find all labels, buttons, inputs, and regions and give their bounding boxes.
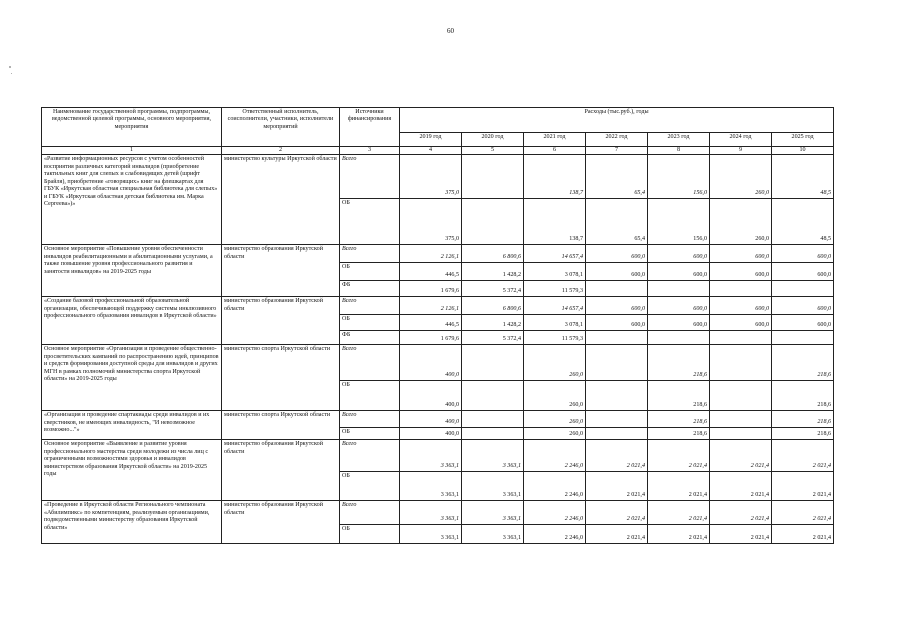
expense-value xyxy=(462,381,524,411)
header-year: 2021 год xyxy=(524,133,586,147)
expense-value: 218,6 xyxy=(772,381,834,411)
expense-value: 260,0 xyxy=(710,199,772,245)
expense-value: 48,5 xyxy=(772,155,834,199)
expense-value xyxy=(586,331,648,345)
measure-name: «Организация и проведение спартакиады среди инвалидов и их сверстников, не имеющих инвалидность, "И невозможное возможно..."» xyxy=(42,411,222,440)
expense-value: 14 657,4 xyxy=(524,245,586,263)
expense-value xyxy=(462,345,524,381)
expense-value: 600,0 xyxy=(710,245,772,263)
expense-value: 218,6 xyxy=(648,345,710,381)
expense-value: 600,0 xyxy=(772,297,834,315)
executor: министерство образования Иркутской области xyxy=(222,440,340,501)
expense-value xyxy=(462,199,524,245)
expense-value: 156,0 xyxy=(648,155,710,199)
expense-value xyxy=(648,331,710,345)
measure-name: «Создание базовой профессиональной образовательной организации, обеспечивающей поддержку системы инклюзивного профессионального образования инвалидов в Иркутской области» xyxy=(42,297,222,345)
funding-source: Всего xyxy=(340,155,400,199)
expense-value: 600,0 xyxy=(586,245,648,263)
column-number: 2 xyxy=(222,147,340,155)
expense-value: 2 246,0 xyxy=(524,440,586,472)
expense-value: 1 679,6 xyxy=(400,331,462,345)
funding-source: Всего xyxy=(340,440,400,472)
expense-value: 600,0 xyxy=(772,315,834,331)
table-row xyxy=(42,245,834,263)
expense-value xyxy=(772,331,834,345)
expense-value: 2 021,4 xyxy=(772,525,834,544)
expense-value: 600,0 xyxy=(772,245,834,263)
expense-value xyxy=(772,281,834,297)
expense-value: 3 363,1 xyxy=(462,472,524,501)
expense-value: 375,0 xyxy=(400,155,462,199)
measure-name: Основное мероприятие «Повышение уровня обеспеченности инвалидов реабилитационными и абилитационными услугами, а также повышение уровня профессионального развития и занятости инвалидов» на 2019-2025 годы xyxy=(42,245,222,297)
executor: министерство образования Иркутской области xyxy=(222,245,340,297)
expense-value: 2 021,4 xyxy=(586,440,648,472)
expense-value: 2 021,4 xyxy=(648,440,710,472)
expense-value: 600,0 xyxy=(648,263,710,281)
expense-value: 260,0 xyxy=(524,345,586,381)
expense-value xyxy=(586,428,648,440)
column-number: 1 xyxy=(42,147,222,155)
expense-value: 400,0 xyxy=(400,411,462,428)
expense-value: 1 428,2 xyxy=(462,315,524,331)
expense-value xyxy=(586,281,648,297)
expense-value: 3 363,1 xyxy=(462,525,524,544)
funding-source: Всего xyxy=(340,501,400,525)
funding-source: ОБ xyxy=(340,472,400,501)
expense-value: 2 021,4 xyxy=(648,501,710,525)
funding-source: ОБ xyxy=(340,428,400,440)
funding-source: ОБ xyxy=(340,381,400,411)
expense-value xyxy=(710,331,772,345)
expense-value: 2 126,1 xyxy=(400,297,462,315)
expense-value: 1 679,6 xyxy=(400,281,462,297)
expense-value: 218,6 xyxy=(772,411,834,428)
expense-value xyxy=(710,345,772,381)
expense-value: 11 579,3 xyxy=(524,331,586,345)
expense-value: 5 372,4 xyxy=(462,281,524,297)
expense-value: 600,0 xyxy=(586,297,648,315)
expense-value: 3 363,1 xyxy=(400,501,462,525)
expense-value: 3 078,1 xyxy=(524,263,586,281)
column-number: 4 xyxy=(400,147,462,155)
expense-value: 600,0 xyxy=(648,297,710,315)
expense-value: 260,0 xyxy=(524,428,586,440)
executor: министерство образования Иркутской области xyxy=(222,297,340,345)
expense-value: 1 428,2 xyxy=(462,263,524,281)
expense-value: 600,0 xyxy=(772,263,834,281)
expense-value: 600,0 xyxy=(710,297,772,315)
expense-value: 2 021,4 xyxy=(586,501,648,525)
table-row xyxy=(42,501,834,525)
measure-name: Основное мероприятие «Организация и проведение общественно-просветительских кампаний по распространению идей, принципов и средств формирования доступной среды для инвалидов и других МГН в рамках полномочий министерства спорта Иркутской области» на 2019-2025 годы xyxy=(42,345,222,411)
expense-value: 260,0 xyxy=(524,411,586,428)
expense-value xyxy=(586,411,648,428)
expense-value: 2 246,0 xyxy=(524,525,586,544)
expense-value: 3 363,1 xyxy=(462,501,524,525)
expense-value: 218,6 xyxy=(772,428,834,440)
expense-value xyxy=(462,428,524,440)
column-number: 10 xyxy=(772,147,834,155)
expense-value: 3 363,1 xyxy=(462,440,524,472)
measure-name: Основное мероприятие «Выявление и развитие уровня профессионального мастерства среди молодежи из числа лиц с ограниченными возможностями здоровья и инвалидов министерством образования Иркутской области» на 2019-2025 годы xyxy=(42,440,222,501)
column-number: 6 xyxy=(524,147,586,155)
expense-value xyxy=(462,155,524,199)
expense-value: 6 800,6 xyxy=(462,245,524,263)
header-source: Источники финансирования xyxy=(340,108,400,147)
expense-value: 600,0 xyxy=(710,263,772,281)
expense-value: 2 021,4 xyxy=(648,472,710,501)
table-row xyxy=(42,440,834,472)
expense-value: 3 363,1 xyxy=(400,525,462,544)
expense-value: 2 021,4 xyxy=(772,501,834,525)
expense-value: 2 021,4 xyxy=(710,472,772,501)
expense-value: 600,0 xyxy=(586,263,648,281)
scan-speck xyxy=(9,66,11,68)
expense-value: 600,0 xyxy=(648,315,710,331)
budget-table xyxy=(41,107,834,544)
expense-value: 2 021,4 xyxy=(586,525,648,544)
expense-value xyxy=(710,381,772,411)
expense-value: 218,6 xyxy=(772,345,834,381)
expense-value: 260,0 xyxy=(524,381,586,411)
expense-value: 3 078,1 xyxy=(524,315,586,331)
executor: министерство культуры Иркутской области xyxy=(222,155,340,245)
table-row xyxy=(42,411,834,428)
expense-value xyxy=(586,345,648,381)
expense-value: 218,6 xyxy=(648,381,710,411)
executor: министерство образования Иркутской области xyxy=(222,501,340,544)
expense-value: 375,0 xyxy=(400,199,462,245)
funding-source: ФБ xyxy=(340,331,400,345)
column-number: 3 xyxy=(340,147,400,155)
table-row xyxy=(42,297,834,315)
expense-value: 446,5 xyxy=(400,263,462,281)
expense-value: 600,0 xyxy=(586,315,648,331)
header-year: 2019 год xyxy=(400,133,462,147)
header-expenses: Расходы (тыс.руб.), годы xyxy=(400,108,834,133)
table-row xyxy=(42,345,834,381)
expense-value: 65,4 xyxy=(586,199,648,245)
header-year: 2024 год xyxy=(710,133,772,147)
expense-value xyxy=(462,411,524,428)
expense-value: 2 021,4 xyxy=(710,525,772,544)
expense-value: 138,7 xyxy=(524,199,586,245)
table-row xyxy=(42,155,834,199)
expense-value: 48,5 xyxy=(772,199,834,245)
header-year: 2020 год xyxy=(462,133,524,147)
funding-source: Всего xyxy=(340,345,400,381)
expense-value: 2 126,1 xyxy=(400,245,462,263)
expense-value xyxy=(586,381,648,411)
page-number: 60 xyxy=(447,27,454,35)
measure-name: «Развитие информационных ресурсов с учетом особенностей восприятия различных категорий инвалидов (приобретение тактильных книг для слепых и слабовидящих детей (шрифт Брайля), приобретение «говорящих» книг на флешкартах для ГБУК «Иркутская областная специальная библиотека для слепых» и ГБУК «Иркутская областная детская библиотека им. Марка Сергеева»)» xyxy=(42,155,222,245)
header-year: 2022 год xyxy=(586,133,648,147)
expense-value: 2 021,4 xyxy=(710,440,772,472)
expense-value xyxy=(710,428,772,440)
expense-value: 5 372,4 xyxy=(462,331,524,345)
executor: министерство спорта Иркутской области xyxy=(222,411,340,440)
funding-source: ОБ xyxy=(340,315,400,331)
expense-value xyxy=(648,281,710,297)
funding-source: ФБ xyxy=(340,281,400,297)
expense-value: 2 021,4 xyxy=(772,440,834,472)
expense-value: 2 021,4 xyxy=(710,501,772,525)
funding-source: Всего xyxy=(340,297,400,315)
expense-value: 600,0 xyxy=(648,245,710,263)
expense-value: 218,6 xyxy=(648,428,710,440)
column-number: 7 xyxy=(586,147,648,155)
expense-value: 138,7 xyxy=(524,155,586,199)
expense-value: 2 246,0 xyxy=(524,501,586,525)
expense-value: 2 021,4 xyxy=(586,472,648,501)
header-year: 2023 год xyxy=(648,133,710,147)
expense-value xyxy=(710,411,772,428)
expense-value: 400,0 xyxy=(400,381,462,411)
funding-source: ОБ xyxy=(340,263,400,281)
header-year: 2025 год xyxy=(772,133,834,147)
expense-value: 11 579,3 xyxy=(524,281,586,297)
expense-value: 2 021,4 xyxy=(772,472,834,501)
expense-value: 400,0 xyxy=(400,345,462,381)
expense-value: 2 246,0 xyxy=(524,472,586,501)
expense-value xyxy=(710,281,772,297)
funding-source: Всего xyxy=(340,245,400,263)
scan-speck xyxy=(11,73,12,74)
funding-source: ОБ xyxy=(340,525,400,544)
header-executor: Ответственный исполнитель, соисполнители, участники, исполнители мероприятий xyxy=(222,108,340,147)
expense-value: 2 021,4 xyxy=(648,525,710,544)
expense-value: 156,0 xyxy=(648,199,710,245)
column-number: 9 xyxy=(710,147,772,155)
executor: министерство спорта Иркутской области xyxy=(222,345,340,411)
expense-value: 3 363,1 xyxy=(400,472,462,501)
expense-value: 600,0 xyxy=(710,315,772,331)
expense-value: 3 363,1 xyxy=(400,440,462,472)
expense-value: 260,0 xyxy=(710,155,772,199)
expense-value: 6 800,6 xyxy=(462,297,524,315)
column-number: 5 xyxy=(462,147,524,155)
column-number: 8 xyxy=(648,147,710,155)
measure-name: «Проведение в Иркутской области Регионального чемпионата «Абилимпикс» по компетенциям, реализуемым организациями, подведомственными министерству образования Иркутской области» xyxy=(42,501,222,544)
expense-value: 14 657,4 xyxy=(524,297,586,315)
funding-source: ОБ xyxy=(340,199,400,245)
expense-value: 446,5 xyxy=(400,315,462,331)
expense-value: 218,6 xyxy=(648,411,710,428)
expense-value: 65,4 xyxy=(586,155,648,199)
expense-value: 400,0 xyxy=(400,428,462,440)
funding-source: Всего xyxy=(340,411,400,428)
header-name: Наименование государственной программы, подпрограммы, ведомственной целевой программы, основного мероприятия, мероприятия xyxy=(42,108,222,147)
